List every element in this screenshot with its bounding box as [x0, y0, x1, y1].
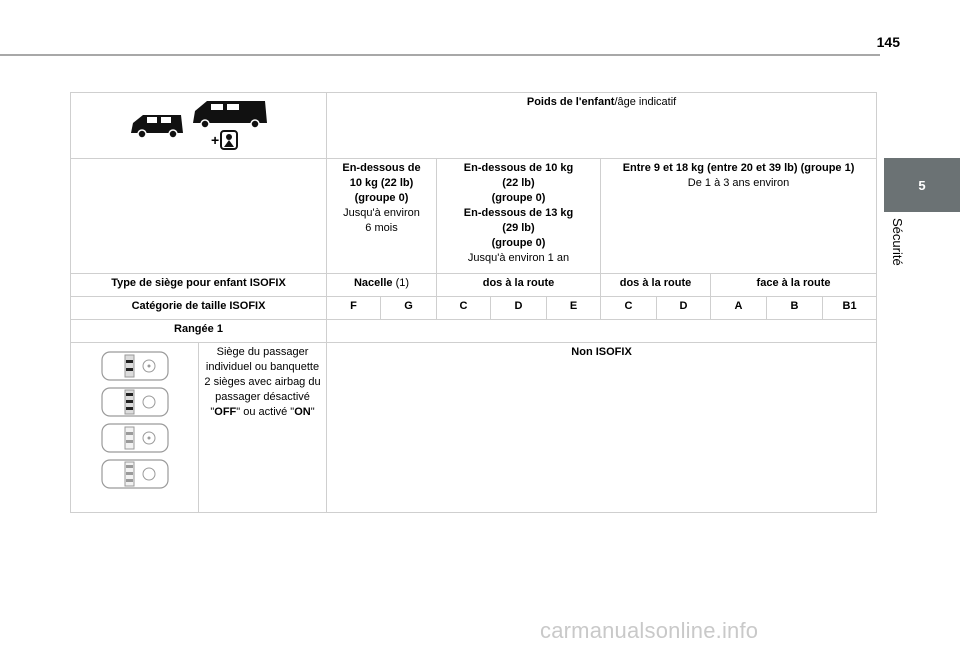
size-class: A: [711, 297, 767, 320]
size-class: B1: [823, 297, 877, 320]
size-class: E: [547, 297, 601, 320]
vehicle-and-child-seat-icon: [129, 97, 269, 153]
isofix-table: [70, 92, 877, 513]
empty-cell: [327, 320, 877, 343]
weight-text: 10 kg (22 lb): [349, 177, 414, 189]
empty-cell: [71, 159, 327, 274]
size-class: C: [437, 297, 491, 320]
section-number: 5: [918, 177, 926, 193]
header-rule: [0, 54, 880, 56]
seat-type-rear-facing: dos à la route: [437, 274, 601, 297]
seat-description-text: ": [310, 406, 315, 418]
size-class: D: [657, 297, 711, 320]
weight-text: (groupe 0): [491, 192, 546, 204]
weight-text: (22 lb): [502, 177, 535, 189]
seat-type-forward-facing: face à la route: [711, 274, 877, 297]
seat-type-rear-facing: dos à la route: [601, 274, 711, 297]
weight-group-1: [327, 159, 437, 274]
non-isofix-value: Non ISOFIX: [327, 343, 877, 513]
airbag-off-label: OFF: [214, 406, 237, 418]
svg-text:+: +: [210, 132, 219, 148]
nacelle-label: Nacelle: [353, 277, 393, 289]
page-number: 145: [876, 34, 900, 50]
weight-header: [327, 93, 877, 159]
age-text: Jusqu'à environ: [343, 207, 420, 219]
watermark: carmanualsonline.info: [540, 618, 759, 643]
weight-text: En-dessous de 13 kg: [463, 207, 574, 219]
weight-text: En-dessous de 10 kg: [463, 162, 574, 174]
seat-layout-bench-icon: [101, 387, 169, 417]
section-title: Sécurité: [890, 218, 905, 266]
weight-header-rest: /âge indicatif: [614, 96, 677, 108]
section-title-container: [890, 218, 910, 298]
seat-description: [199, 343, 327, 513]
weight-text: (29 lb): [502, 222, 535, 234]
size-class: C: [601, 297, 657, 320]
weight-text: En-dessous de: [342, 162, 421, 174]
size-class: D: [491, 297, 547, 320]
weight-text: Entre 9 et 18 kg (entre 20 et 39 lb) (groupe 1): [622, 162, 855, 174]
weight-group-2: [437, 159, 601, 274]
weight-text: (groupe 0): [354, 192, 409, 204]
airbag-on-label: ON: [294, 406, 311, 418]
weight-text: (groupe 0): [491, 237, 546, 249]
seat-layout-icons: [71, 343, 199, 513]
size-category-label: Catégorie de taille ISOFIX: [71, 297, 327, 320]
seat-layout-bench-icon: [101, 459, 169, 489]
age-text: 6 mois: [365, 222, 398, 234]
seat-layout-single-icon: [101, 423, 169, 453]
nacelle-note: (1): [392, 277, 410, 289]
weight-group-3: [601, 159, 877, 274]
age-text: Jusqu'à environ 1 an: [467, 252, 570, 264]
seat-description-text: " ou activé ": [236, 406, 295, 418]
weight-header-bold: Poids de l'enfant: [526, 96, 615, 108]
size-class: F: [327, 297, 381, 320]
size-class: B: [767, 297, 823, 320]
seat-type-nacelle: [327, 274, 437, 297]
seat-type-label: Type de siège pour enfant ISOFIX: [71, 274, 327, 297]
vehicle-icon-cell: [71, 93, 327, 159]
row-label: Rangée 1: [71, 320, 327, 343]
seat-description-text: Siège du passager individuel ou banquette 2 sièges avec airbag du passager désactivé ": [204, 346, 321, 418]
size-class: G: [381, 297, 437, 320]
section-tab[interactable]: [884, 158, 960, 212]
age-text: De 1 à 3 ans environ: [687, 177, 790, 189]
seat-layout-single-icon: [101, 351, 169, 381]
